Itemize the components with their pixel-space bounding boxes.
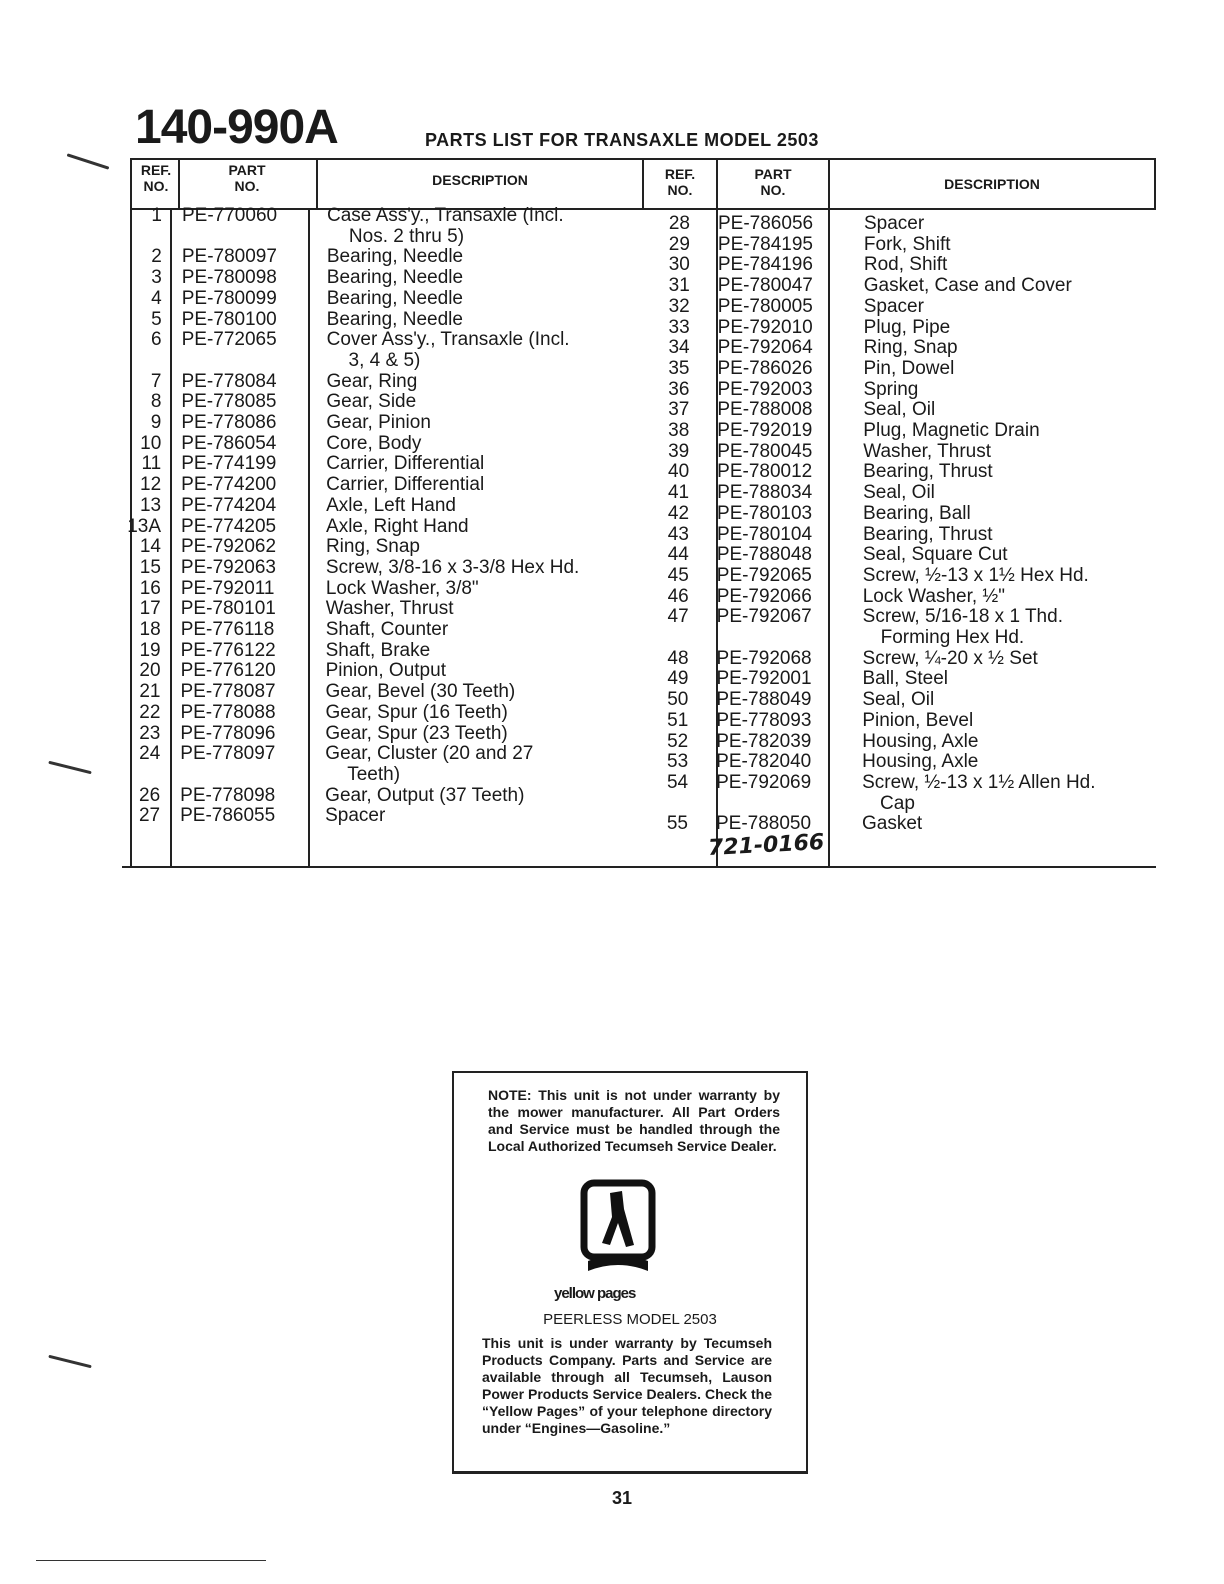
parts-list-title: PARTS LIST FOR TRANSAXLE MODEL 2503 <box>425 130 819 150</box>
ref-number: 54 <box>666 771 689 793</box>
ref-number: 19 <box>139 639 161 661</box>
part-number: PE-792066 <box>716 585 812 607</box>
part-description: Bearing, Needle <box>326 308 463 330</box>
ref-number: 40 <box>668 461 690 483</box>
warranty-notice-box <box>452 1071 808 1474</box>
part-description: Ring, Snap <box>325 536 420 558</box>
margin-mark <box>48 1355 91 1369</box>
ref-number: 12 <box>140 474 162 496</box>
part-number: PE-772065 <box>181 329 277 351</box>
ref-number: 45 <box>667 564 689 586</box>
part-number: PE-786026 <box>717 357 813 379</box>
ref-number: 11 <box>141 453 162 475</box>
part-description: Bearing, Ball <box>863 502 971 524</box>
column-divider <box>178 158 180 210</box>
part-number: PE-786055 <box>180 805 276 827</box>
part-description: Washer, Thrust <box>325 598 454 620</box>
part-number: PE-780101 <box>180 598 276 620</box>
part-description: Gear, Spur (23 Teeth) <box>325 722 508 744</box>
part-description-continued: Forming Hex Hd. <box>880 627 1025 648</box>
part-number: PE-792069 <box>716 771 812 793</box>
part-description: Spacer <box>863 295 924 317</box>
ref-number: 55 <box>666 813 688 835</box>
ref-number: 29 <box>668 233 690 255</box>
ref-number: 43 <box>667 523 689 545</box>
ref-number: 17 <box>139 598 161 620</box>
column-divider <box>828 158 830 866</box>
part-number: PE-780097 <box>181 246 277 268</box>
table-right-border <box>1154 158 1156 210</box>
part-number: PE-774205 <box>181 515 277 537</box>
part-number: PE-792003 <box>717 378 813 400</box>
ref-number: 53 <box>667 751 689 773</box>
part-description: Screw, ½-13 x 1½ Hex Hd. <box>862 564 1089 586</box>
ref-number: 7 <box>150 370 162 392</box>
part-description: Bearing, Thrust <box>863 461 993 483</box>
part-number: PE-788008 <box>717 399 813 421</box>
part-number: PE-784195 <box>717 233 813 255</box>
warranty-text: This unit is under warranty by Tecumseh Products Company. Parts and Service are available through all Tecumseh, Lauson Power Products Service Dealers. Check the “Yellow Pages” of your telephone directory under “Engines—Gasoline.” <box>482 1335 772 1436</box>
part-description: Seal, Oil <box>863 399 936 421</box>
ref-number: 13 <box>139 494 162 516</box>
part-description: Washer, Thrust <box>863 440 991 462</box>
ref-number: 26 <box>139 784 161 806</box>
part-description: Ring, Snap <box>863 337 958 359</box>
part-number: PE-792019 <box>717 420 813 441</box>
part-description-continued: Teeth) <box>347 763 401 785</box>
ref-number: 33 <box>668 316 690 338</box>
part-description: Core, Body <box>326 432 422 454</box>
ref-number: 50 <box>667 689 689 711</box>
ref-number: 21 <box>139 681 161 703</box>
part-description: Shaft, Brake <box>325 639 431 661</box>
part-description: Cover Ass'y., Transaxle (Incl. <box>326 329 570 351</box>
ref-number: 2 <box>151 246 162 268</box>
ref-number: 48 <box>667 647 689 669</box>
ref-number: 13A <box>127 515 162 537</box>
ref-number: 51 <box>667 709 689 731</box>
ref-number: 16 <box>139 577 161 599</box>
part-number: PE-786056 <box>718 213 814 234</box>
footer-rule <box>36 1560 266 1561</box>
part-number: PE-776120 <box>180 660 276 682</box>
part-description: Gear, Side <box>326 391 417 413</box>
part-description: Carrier, Differential <box>326 453 485 475</box>
ref-number: 34 <box>668 337 690 359</box>
part-number: PE-792064 <box>717 337 813 359</box>
ref-number: 28 <box>668 213 690 234</box>
part-number: PE-780099 <box>181 287 277 309</box>
part-number: PE-780098 <box>181 267 277 289</box>
part-description: Carrier, Differential <box>326 474 485 496</box>
ref-number: 42 <box>667 502 690 524</box>
part-number: PE-778085 <box>181 391 277 413</box>
header-part-no-right: PART NO. <box>754 166 792 198</box>
part-number: PE-780100 <box>181 308 277 330</box>
ref-number: 4 <box>151 287 162 309</box>
part-number: PE-776118 <box>180 619 275 640</box>
part-description: Fork, Shift <box>863 233 951 255</box>
part-number: PE-780005 <box>717 295 813 317</box>
part-number: PE-784196 <box>717 254 813 276</box>
ref-number: 24 <box>139 743 161 765</box>
ref-number: 31 <box>668 275 690 297</box>
part-description-continued: Cap <box>880 792 915 814</box>
ref-number: 52 <box>667 730 689 752</box>
part-number: PE-780045 <box>717 440 813 462</box>
part-description: Gear, Ring <box>326 370 418 392</box>
part-number: PE-788049 <box>716 689 812 711</box>
header-part-no: PART NO. <box>228 162 266 194</box>
part-number: PE-774199 <box>181 453 277 475</box>
part-description: Case Ass'y., Transaxle (Incl. <box>327 205 564 226</box>
part-description: Bearing, Thrust <box>862 523 993 545</box>
part-description: Bearing, Needle <box>326 246 464 268</box>
yellow-pages-walking-fingers-icon <box>580 1179 656 1275</box>
part-description: Axle, Right Hand <box>326 515 469 537</box>
part-number: PE-778098 <box>180 784 276 806</box>
part-number: PE-774204 <box>181 494 277 516</box>
part-number: PE-776122 <box>180 639 276 661</box>
handwritten-annotation: 721-0166 <box>707 829 825 862</box>
part-description: Pinion, Bevel <box>862 709 974 731</box>
note-text: NOTE: This unit is not under warranty by the mower manufacturer. All Part Orders and Service must be handled through the Local Authorized Tecumseh Service Dealer. <box>488 1087 780 1154</box>
part-number: PE-792011 <box>180 577 275 599</box>
ref-number: 5 <box>151 308 162 330</box>
part-description: Spring <box>863 378 919 400</box>
ref-number: 36 <box>668 378 690 400</box>
part-number: PE-778084 <box>181 370 277 392</box>
part-description: Gear, Cluster (20 and 27 <box>325 743 534 765</box>
part-description: Screw, 3/8-16 x 3-3/8 Hex Hd. <box>325 556 580 578</box>
model-line: PEERLESS MODEL 2503 <box>543 1311 717 1328</box>
margin-mark <box>67 153 110 169</box>
ref-number: 8 <box>150 391 162 413</box>
part-number: PE-788050 <box>715 813 812 835</box>
part-description: Rod, Shift <box>863 254 948 276</box>
part-number: PE-778087 <box>180 681 276 703</box>
ref-number: 44 <box>667 544 689 566</box>
part-number: PE-770060 <box>182 205 278 226</box>
ref-number: 6 <box>151 329 162 351</box>
ref-number: 38 <box>668 420 690 441</box>
part-description: Spacer <box>325 805 386 827</box>
ref-number: 30 <box>668 254 690 276</box>
part-description: Seal, Square Cut <box>862 544 1008 566</box>
part-description: Gear, Output (37 Teeth) <box>325 784 525 806</box>
part-description: Gasket, Case and Cover <box>863 275 1072 297</box>
parts-table <box>122 158 1156 868</box>
part-description: Plug, Magnetic Drain <box>863 420 1040 441</box>
part-number: PE-792068 <box>716 647 812 669</box>
part-number: PE-778086 <box>181 412 277 433</box>
ref-number: 41 <box>667 482 690 504</box>
part-description-continued: Nos. 2 thru 5) <box>348 225 465 247</box>
part-number: PE-774200 <box>181 474 277 496</box>
logo-caption: yellow pages <box>554 1285 636 1302</box>
part-description: Bearing, Needle <box>326 287 463 309</box>
part-number: PE-778097 <box>180 743 276 765</box>
margin-mark <box>48 761 91 775</box>
model-number: 140-990A <box>135 101 338 154</box>
part-number: PE-780104 <box>716 523 813 545</box>
ref-number: 18 <box>139 619 161 640</box>
column-divider <box>170 210 172 866</box>
ref-number: 46 <box>667 585 689 607</box>
part-number: PE-780012 <box>717 461 813 483</box>
part-number: PE-788034 <box>717 482 813 504</box>
part-number: PE-792067 <box>716 606 812 628</box>
part-description: Housing, Axle <box>862 751 979 773</box>
part-description: Lock Washer, 3/8" <box>325 577 479 599</box>
part-number: PE-792063 <box>180 556 276 578</box>
ref-number: 22 <box>139 701 161 723</box>
part-number: PE-780103 <box>717 502 813 524</box>
part-number: PE-782039 <box>716 730 812 752</box>
part-number: PE-786054 <box>181 432 277 454</box>
part-number: PE-792010 <box>717 316 813 338</box>
header-description: DESCRIPTION <box>432 172 528 188</box>
part-description: Lock Washer, ½" <box>862 585 1006 607</box>
ref-number: 27 <box>138 805 161 827</box>
part-number: PE-792062 <box>180 536 277 558</box>
ref-number: 37 <box>668 399 690 421</box>
part-description: Gear, Spur (16 Teeth) <box>325 701 508 723</box>
column-divider <box>308 210 310 866</box>
ref-number: 32 <box>668 295 690 317</box>
part-description: Screw, 5/16-18 x 1 Thd. <box>862 606 1063 628</box>
part-description: Gasket <box>861 813 923 835</box>
part-number: PE-782040 <box>716 751 812 773</box>
header-ref-no-right: REF. NO. <box>664 166 696 198</box>
part-number: PE-792065 <box>716 564 812 586</box>
ref-number: 10 <box>140 432 162 454</box>
ref-number: 35 <box>668 357 690 379</box>
part-number: PE-778093 <box>716 709 812 731</box>
ref-number: 47 <box>667 606 689 628</box>
part-description: Spacer <box>864 213 925 234</box>
ref-number: 39 <box>668 440 690 462</box>
part-description: Pinion, Output <box>325 660 446 682</box>
part-description: Bearing, Needle <box>326 267 464 289</box>
part-description-continued: 3, 4 & 5) <box>348 349 421 371</box>
part-description: Gear, Bevel (30 Teeth) <box>325 681 516 703</box>
part-description: Pin, Dowel <box>863 357 955 379</box>
ref-number: 9 <box>150 412 162 433</box>
part-description: Shaft, Counter <box>325 619 449 640</box>
part-description: Plug, Pipe <box>863 316 951 338</box>
part-description: Seal, Oil <box>863 482 935 504</box>
part-number: PE-792001 <box>716 668 812 690</box>
part-description: Screw, ½-13 x 1½ Allen Hd. <box>862 771 1096 793</box>
page-number: 31 <box>611 1488 633 1508</box>
part-description: Screw, ¼-20 x ½ Set <box>862 647 1038 669</box>
ref-number: 49 <box>667 668 689 690</box>
part-number: PE-780047 <box>717 275 813 297</box>
ref-number: 20 <box>139 660 161 682</box>
part-description: Housing, Axle <box>862 730 979 752</box>
header-description-right: DESCRIPTION <box>944 176 1040 192</box>
ref-number: 1 <box>151 205 162 226</box>
part-description: Seal, Oil <box>862 689 935 711</box>
part-number: PE-778096 <box>180 722 276 744</box>
part-description: Gear, Pinion <box>326 412 431 433</box>
part-description: Ball, Steel <box>862 668 948 690</box>
ref-number: 3 <box>151 267 162 289</box>
ref-number: 23 <box>139 722 161 744</box>
ref-number: 14 <box>139 536 161 558</box>
part-number: PE-788048 <box>716 544 812 566</box>
ref-number: 15 <box>139 556 161 578</box>
part-description: Axle, Left Hand <box>326 494 456 516</box>
part-number: PE-778088 <box>180 701 276 723</box>
header-ref-no: REF. NO. <box>140 162 172 194</box>
